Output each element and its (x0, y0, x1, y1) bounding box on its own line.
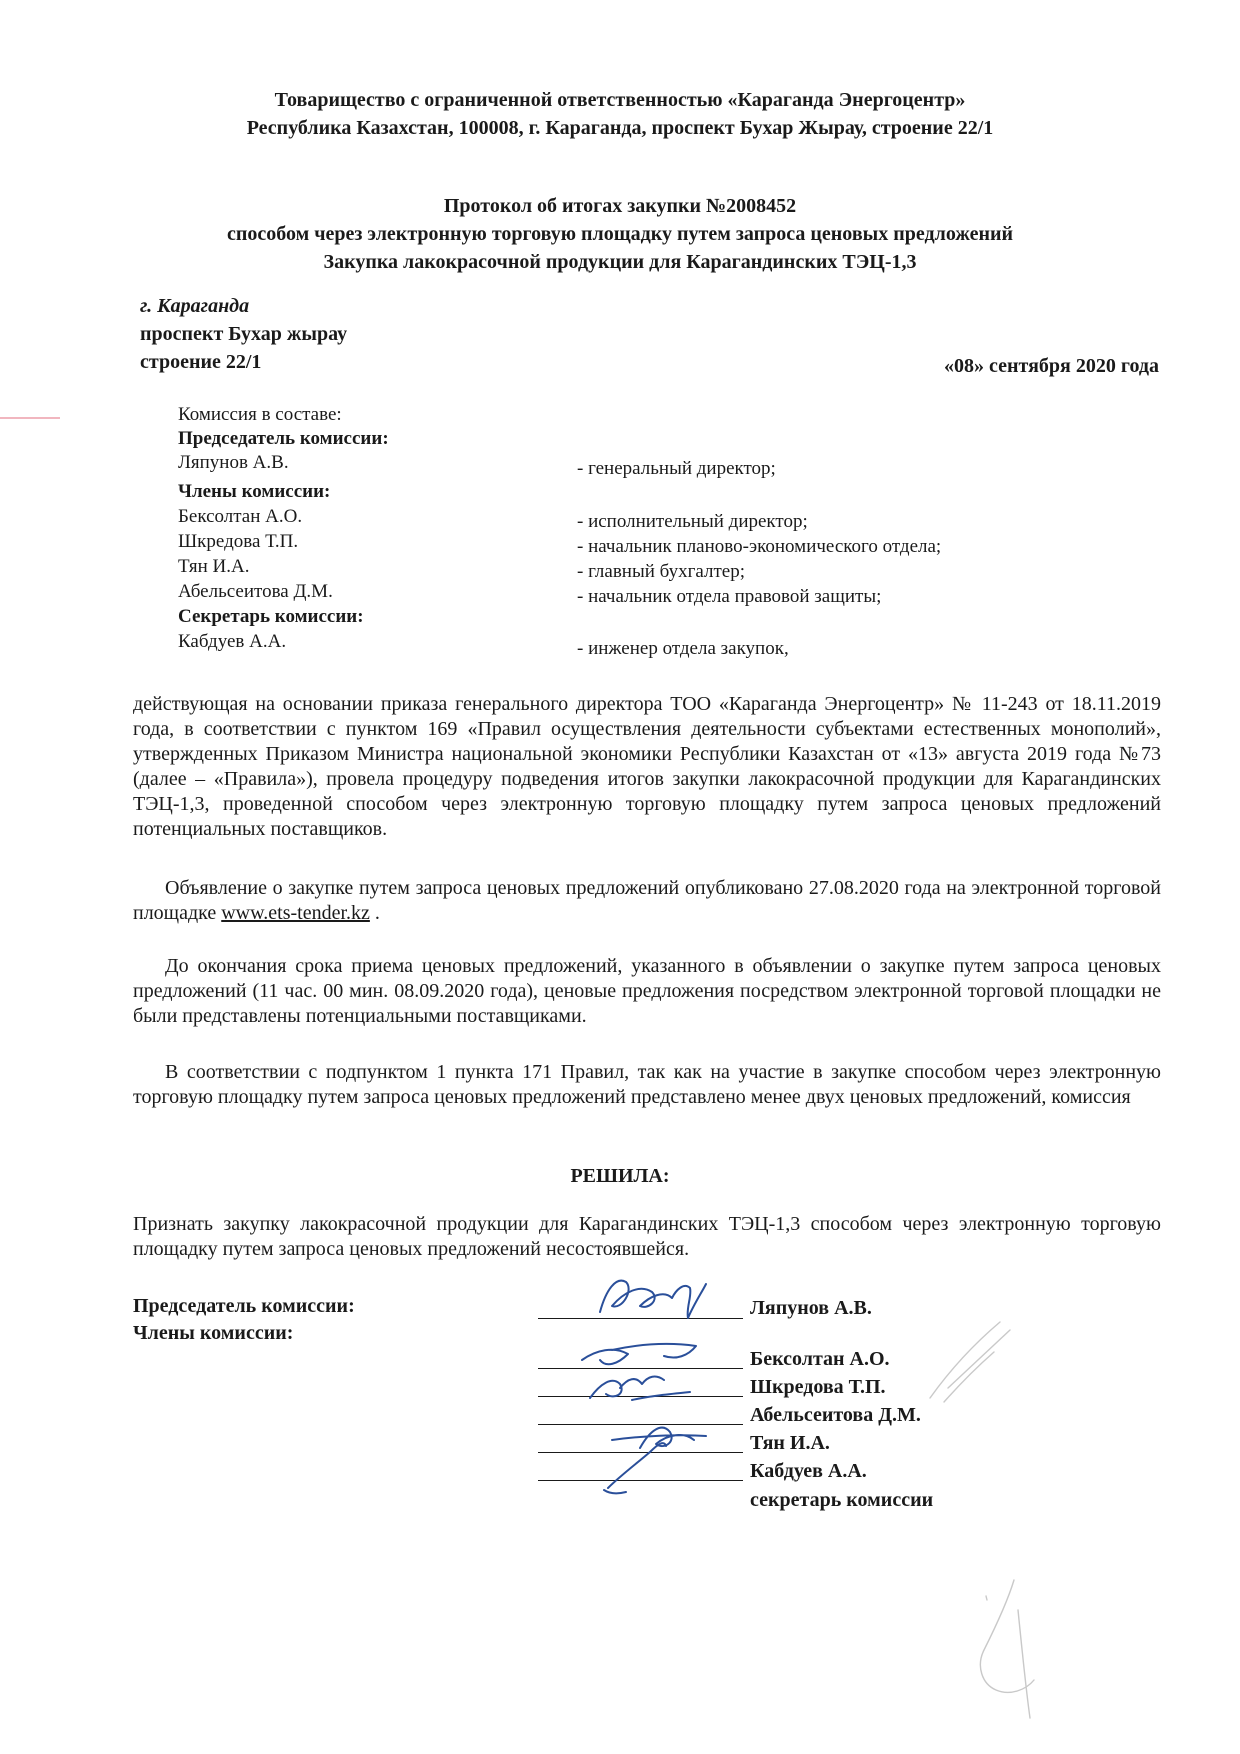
member-signature (590, 1377, 690, 1400)
signature-chair-label: Председатель комиссии: (133, 1295, 355, 1317)
member-name: Тян И.А. (178, 556, 250, 577)
place-building: строение 22/1 (140, 351, 262, 373)
basis-paragraph: действующая на основании приказа генерального директора ТОО «Караганда Энергоцентр» № 11-243 от 18.11.2019 года, в соответствии с пунктом 169 «Правил осуществления деятельности субъектами естественных монополий», утвержденных Приказом Министра национальной экономики Республики Казахстан от «13» августа 2019 года №73 (далее – «Правила»), провела процедуру подведения итогов закупки лакокрасочной продукции для Карагандинских ТЭЦ-1,3, проведенной способом через электронную торговую площадку путем запроса ценовых предложений потенциальных поставщиков. (133, 693, 1161, 840)
secretary-name: Кабдуев А.А. (178, 631, 287, 652)
grounds-paragraph: В соответствии с подпунктом 1 пункта 171 Правил, так как на участие в закупке способом через электронную торговую площадку путем запроса ценовых предложений представлено менее двух ценовых предложений, комиссия (133, 1061, 1161, 1108)
pencil-mark (930, 1322, 1010, 1402)
signature-members-label: Члены комиссии: (133, 1322, 294, 1344)
member-signature (582, 1344, 696, 1364)
organization-name: Товарищество с ограниченной ответственностью «Караганда Энергоцентр» (274, 89, 966, 111)
announcement-text: Объявление о закупке путем запроса ценовых предложений опубликовано 27.08.2020 года на электронной торговой площадке (133, 877, 1161, 924)
organization-address: Республика Казахстан, 100008, г. Караганда, проспект Бухар Жырау, строение 22/1 (246, 117, 994, 139)
signature-member-name: Тян И.А. (750, 1432, 830, 1454)
chair-name: Ляпунов А.В. (178, 452, 289, 473)
chair-heading: Председатель комиссии: (178, 428, 389, 449)
signature-secretary-caption: секретарь комиссии (750, 1489, 934, 1511)
signature-member-name: Шкредова Т.П. (750, 1376, 886, 1398)
member-role: - начальник планово-экономического отдела; (577, 536, 942, 557)
protocol-title: Протокол об итогах закупки №2008452 (443, 195, 797, 217)
member-role: - начальник отдела правовой защиты; (577, 586, 882, 607)
signature-member-name: Абельсеитова Д.М. (750, 1404, 921, 1426)
protocol-subtitle: способом через электронную торговую площадку путем запроса ценовых предложений (226, 223, 1014, 245)
member-role: - исполнительный директор; (577, 511, 808, 532)
place-city: г. Караганда (140, 295, 250, 317)
member-name: Шкредова Т.П. (178, 531, 299, 552)
chair-role: - генеральный директор; (577, 458, 776, 479)
secretary-heading: Секретарь комиссии: (178, 606, 364, 627)
pencil-mark (986, 1596, 987, 1600)
pencil-mark (980, 1580, 1034, 1718)
commission-intro: Комиссия в составе: (178, 404, 342, 425)
place-street: проспект Бухар жырау (140, 323, 348, 345)
protocol-subject: Закупка лакокрасочной продукции для Карагандинских ТЭЦ-1,3 (323, 251, 917, 273)
signature-member-name: Бексолтан А.О. (750, 1348, 890, 1370)
member-name: Абельсеитова Д.М. (178, 581, 333, 602)
signature-chair-name: Ляпунов А.В. (750, 1297, 872, 1319)
secretary-signature (604, 1443, 666, 1493)
decision-text: Признать закупку лакокрасочной продукции для Карагандинских ТЭЦ-1,3 способом через электронную торговую площадку путем запроса ценовых предложений несостоявшейся. (133, 1213, 1161, 1260)
signature-member-name: Кабдуев А.А. (750, 1460, 867, 1482)
deadline-paragraph: До окончания срока приема ценовых предложений, указанного в объявлении о закупке путем запроса ценовых предложений (11 час. 00 мин. 08.09.2020 года), ценовые предложения посредством электронной торговой площадки не были представлены потенциальными поставщиками. (133, 955, 1161, 1027)
announcement-end: . (369, 902, 380, 924)
protocol-date: «08» сентября 2020 года (944, 355, 1159, 377)
tender-site-link[interactable]: www.ets-tender.kz (221, 902, 370, 924)
chair-signature (600, 1281, 706, 1318)
member-name: Бексолтан А.О. (178, 506, 303, 527)
members-heading: Члены комиссии: (178, 481, 331, 502)
member-role: - главный бухгалтер; (577, 561, 745, 582)
decision-heading: РЕШИЛА: (570, 1165, 670, 1187)
secretary-role: - инженер отдела закупок, (577, 638, 789, 659)
